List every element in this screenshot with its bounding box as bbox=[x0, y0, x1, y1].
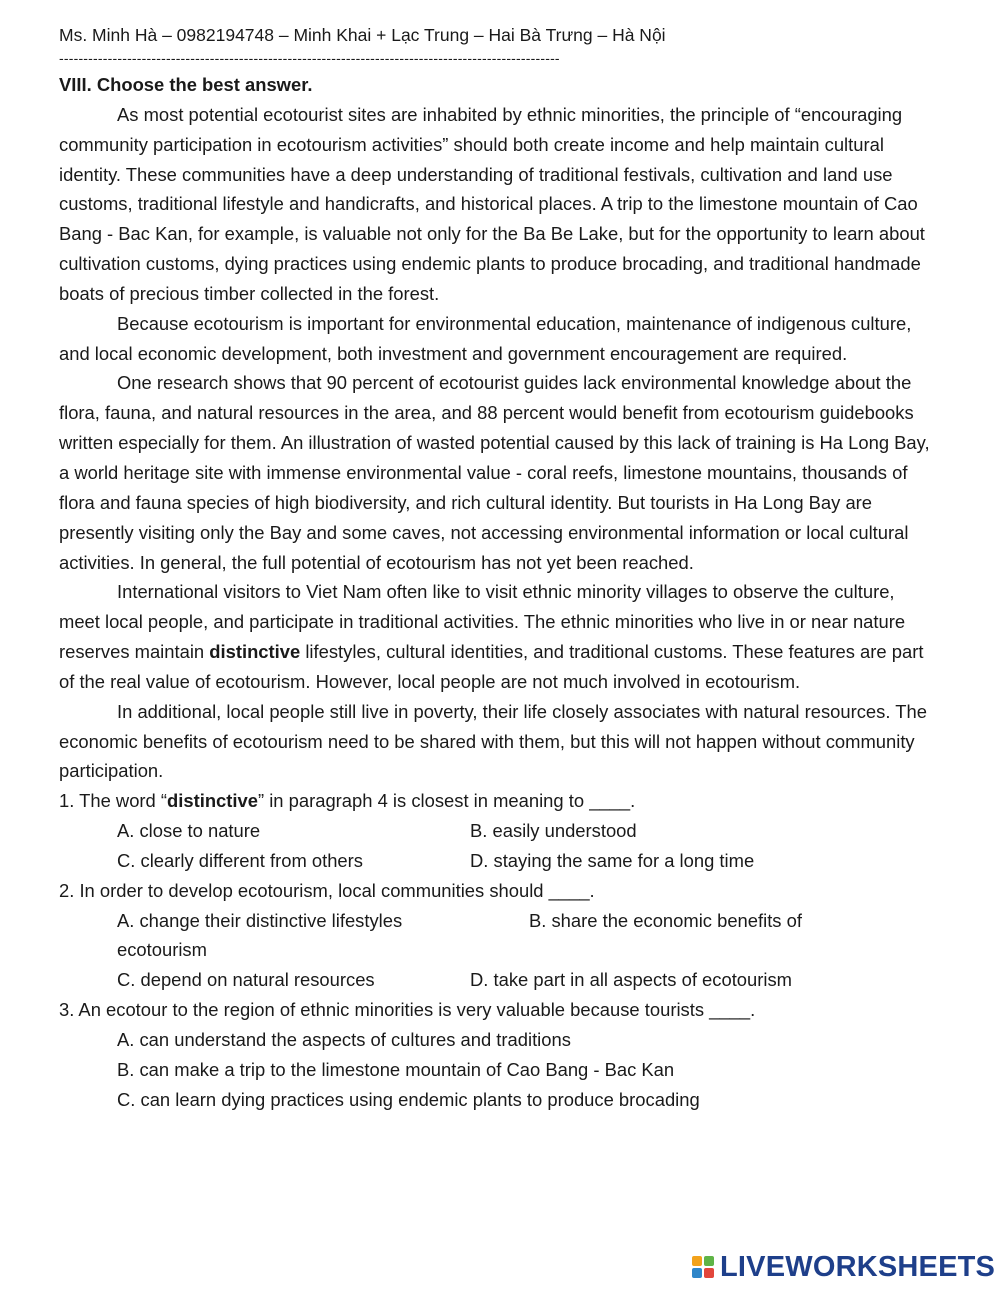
q2-option-d[interactable]: D. take part in all aspects of ecotourism bbox=[470, 969, 792, 991]
q1-option-d[interactable]: D. staying the same for a long time bbox=[470, 849, 755, 871]
question-1-stem bbox=[59, 786, 939, 816]
q1-option-a[interactable]: A. close to nature bbox=[117, 820, 261, 842]
section-title: VIII. Choose the best answer. bbox=[59, 74, 313, 95]
q1-stem-after: ” in paragraph 4 is closest in meaning to ____. bbox=[257, 790, 636, 812]
question-1-options bbox=[59, 816, 939, 876]
logo-square-1 bbox=[692, 1256, 702, 1266]
highlighted-word: distinctive bbox=[209, 641, 301, 663]
question-2-stem: 2. In order to develop ecotourism, local communities should ____. bbox=[59, 879, 595, 901]
q3-option-c[interactable]: C. can learn dying practices using endemic plants to produce brocading bbox=[117, 1088, 700, 1110]
q1-option-b[interactable]: B. easily understood bbox=[470, 820, 637, 842]
header-separator: ------------------------------------------------------------------------------------------------------- bbox=[59, 50, 560, 66]
q2-option-a[interactable]: A. change their distinctive lifestyles bbox=[117, 909, 403, 931]
q1-option-c[interactable]: C. clearly different from others bbox=[117, 849, 363, 871]
logo-square-4 bbox=[704, 1268, 714, 1278]
p4-text-before: International visitors to Viet Nam often like to visit ethnic minority villages to observe the culture, meet local people, and participate in traditional activities. The ethnic minorities who live in or near nature reserves maintain bbox=[59, 581, 906, 663]
question-3-stem: 3. An ecotour to the region of ethnic minorities is very valuable because tourists ____. bbox=[59, 999, 756, 1021]
q2-option-b[interactable]: B. share the economic benefits of ecotourism bbox=[117, 909, 802, 961]
passage-paragraph-4 bbox=[59, 577, 939, 696]
logo-square-3 bbox=[692, 1268, 702, 1278]
logo-square-2 bbox=[704, 1256, 714, 1266]
q2-option-c[interactable]: C. depend on natural resources bbox=[117, 969, 375, 991]
teacher-header: Ms. Minh Hà – 0982194748 – Minh Khai + Lạc Trung – Hai Bà Trưng – Hà Nội bbox=[59, 25, 666, 45]
q3-option-b[interactable]: B. can make a trip to the limestone mountain of Cao Bang - Bac Kan bbox=[117, 1058, 675, 1080]
passage-paragraph-2: Because ecotourism is important for environmental education, maintenance of indigenous culture, and local economic development, both investment and government encouragement are required. bbox=[59, 312, 912, 364]
worksheet-content bbox=[59, 70, 939, 1115]
q1-stem-before: 1. The word “ bbox=[59, 790, 168, 812]
p4-text-after: lifestyles, cultural identities, and traditional customs. These features are part of the real value of ecotourism. However, local people are not much involved in ecotourism. bbox=[59, 641, 924, 692]
passage-paragraph-3: One research shows that 90 percent of ecotourist guides lack environmental knowledge about the flora, fauna, and natural resources in the area, and 88 percent would benefit from ecotourism guidebooks written especially for them. An illustration of wasted potential caused by this lack of training is Ha Long Bay, a world heritage site with immense environmental value - coral reefs, limestone mountains, thousands of flora and fauna species of high biodiversity, and rich cultural identity. But tourists in Ha Long Bay are presently visiting only the Bay and some caves, not accessing environmental information or local cultural activities. In general, the full potential of ecotourism has not yet been reached. bbox=[59, 372, 930, 573]
q3-option-a[interactable]: A. can understand the aspects of cultures and traditions bbox=[117, 1029, 571, 1050]
passage-paragraph-5: In additional, local people still live in poverty, their life closely associates with natural resources. The economic benefits of ecotourism need to be shared with them, but this will not happen without community participation. bbox=[59, 700, 927, 782]
q1-keyword: distinctive bbox=[167, 790, 258, 812]
q2-option-b-block bbox=[59, 906, 939, 966]
passage-paragraph-1: As most potential ecotourist sites are inhabited by ethnic minorities, the principle of “encouraging community participation in ecotourism activities” should both create income and help maintain cultural identity. These communities have a deep understanding of traditional festivals, cultivation and land use customs, traditional lifestyle and handicrafts, and historical places. A trip to the limestone mountain of Cao Bang - Bac Kan, for example, is valuable not only for the Ba Be Lake, but for the opportunity to learn about cultivation customs, dying practices using endemic plants to produce brocading, and traditional handmade boats of precious timber collected in the forest. bbox=[59, 103, 925, 304]
liveworksheets-logo bbox=[692, 1250, 995, 1284]
liveworksheets-logo-icon bbox=[692, 1256, 714, 1278]
question-2-options-row-2 bbox=[59, 965, 939, 995]
logo-text: LIVEWORKSHEETS bbox=[720, 1250, 996, 1283]
